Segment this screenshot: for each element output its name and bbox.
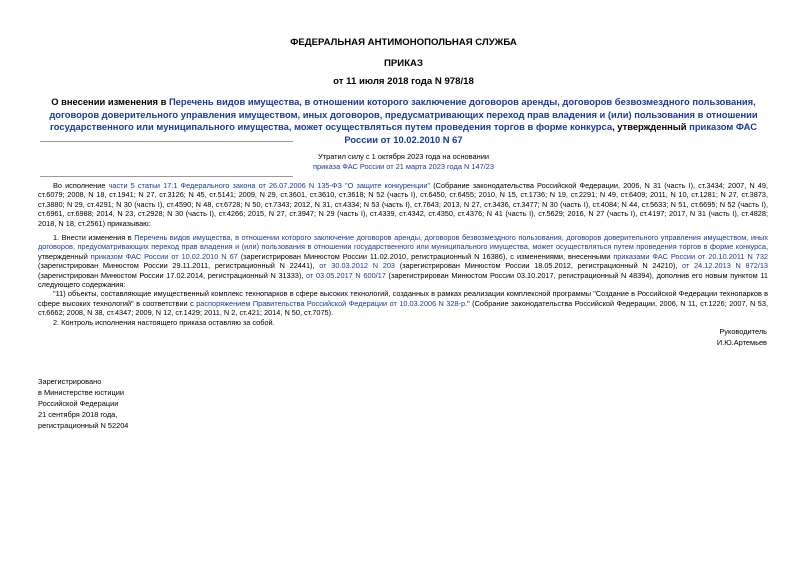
registration-line-1: Зарегистрировано: [38, 377, 102, 386]
document-type: ПРИКАЗ: [384, 58, 423, 69]
p2-text-g: (зарегистрирован Минюстом России 03.10.2017, регистрационный N 48394), дополнив его новым пунктом 11 следующего содержания:: [38, 270, 768, 290]
order-date-number: от 11 июля 2018 года N 978/18: [333, 76, 474, 87]
p2-order-872-link[interactable]: от 24.12.2013 N 872/13: [682, 261, 769, 271]
title-list-link[interactable]: Перечень видов имущества, в отношении которого заключение договоров аренды, договоров безвозмездного пользования, договоров доверительного управления имуществом, иных договоров, предусматривающих переход прав владения и (или) пользования в отношении государственного или муниципального имущества, может осуществляться путем проведения торгов в форме конкурса: [49, 96, 758, 133]
status-note-text: Утратил силу с 1 октября 2023 года на основании: [318, 152, 489, 161]
p2-list-link[interactable]: Перечень видов имущества, в отношении которого заключение договоров аренды, договоров безвозмездного пользования, договоров доверительного управления имуществом, иных договоров, предусматривающих переход прав владения и (или) пользования в отношении государственного или муниципального имущества, может осуществляться путем проведения торгов в форме конкурса: [38, 233, 768, 252]
separator-top: [40, 141, 293, 142]
p2-text-e: (зарегистрирован Минюстом России 18.05.2012, регистрационный N 24210),: [395, 261, 683, 271]
p2-text-a: 1. Внести изменения в: [53, 233, 135, 243]
p2-order-203-link[interactable]: от 30.03.2012 N 203: [319, 261, 395, 271]
title-order-link[interactable]: приказом ФАС России от 10.02.2010 N 67: [344, 121, 757, 145]
p2-text-b: , утвержденный: [38, 242, 768, 261]
registration-line-5: регистрационный N 52204: [38, 421, 129, 430]
paragraph-item-1: [38, 233, 768, 289]
title-middle: , утвержденный: [612, 121, 690, 133]
p2-order-600-link[interactable]: от 03.05.2017 N 600/17: [306, 270, 386, 280]
registration-block: [38, 376, 128, 431]
p1-text-a: Во исполнение: [53, 181, 109, 190]
agency-heading: ФЕДЕРАЛЬНАЯ АНТИМОНОПОЛЬНАЯ СЛУЖБА: [290, 37, 517, 48]
status-note-link-wrap: [0, 162, 807, 172]
p2-text-c: (зарегистрирован Минюстом России 11.02.2010, регистрационный N 16386), с изменениями, внесенными: [237, 251, 614, 261]
status-note-link[interactable]: приказа ФАС России от 21 марта 2023 года N 147/23: [313, 162, 494, 171]
separator-bottom: [40, 176, 293, 177]
paragraph-preamble: [38, 181, 768, 228]
p1-law-link[interactable]: части 5 статьи 17.1 Федерального закона от 26.07.2006 N 135-ФЗ: [108, 181, 342, 190]
document-body: [38, 181, 768, 327]
title-prefix: О внесении изменения в: [51, 96, 169, 107]
p3-text-a: "11) объекты, составляющие имущественный комплекс технопарков в сфере высоких технологий, созданных в рамках реализации комплексной программы "Создание в Российской Федерации технопарков в сфере высоких технологий" в соответствии с: [38, 289, 768, 308]
p3-text-b: ." (Собрание законодательства Российской Федерации, 2006, N 11, ст.1226; 2007, N 53, ст.6662; 2008, N 38, ст.4347; 2009, N 12, ст.1429; 2011, N 2, ст.421; 2014, N 50, ст.7075).: [38, 298, 768, 318]
signatory-name: И.Ю.Артемьев: [716, 338, 767, 347]
registration-line-4: 21 сентября 2018 года,: [38, 410, 118, 419]
p1-law-title-link[interactable]: "О защите конкуренции": [341, 181, 431, 190]
document-title: [40, 96, 767, 146]
p2-order-732-link[interactable]: приказами ФАС России от 20.10.2011 N 732: [613, 251, 769, 261]
registration-line-2: в Министерстве юстиции: [38, 388, 125, 397]
p3-government-order-link[interactable]: распоряжением Правительства Российской Федерации от 10.03.2006 N 328-р: [196, 298, 466, 308]
paragraph-item-2: 2. Контроль исполнения настоящего приказа оставляю за собой.: [53, 317, 275, 327]
registration-line-3: Российской Федерации: [38, 399, 119, 408]
p2-text-d: (зарегистрирован Минюстом России 29.11.2011, регистрационный N 22441),: [38, 261, 320, 271]
p1-text-c: (Собрание законодательства Российской Федерации, 2006, N 31 (часть I), ст.3434; 2007, N 49, ст.6079; 2008, N 18, ст.1941; N 27, ст.3126; N 45, ст.5141; 2009, N 29, ст.3601, ст.3610, ст.3618; N 52 (часть I), ст.6450, ст.6455; 2010, N 15, ст.1736; N 19, ст.2291; N 49, ст.6409; 2011, N 10, ст.1281; N 27, ст.3873, ст.3880; N 29, ст.4291; N 30 (часть I), ст.4590; N 48, ст.6728; N 50, ст.7343; 2012, N 31, ст.4334; N 53 (часть I), ст.7643; 2013, N 27, ст.3436, ст.3477; N 30 (часть I), ст.4084; N 44, ст.5633; N 51, ст.6695; N 52 (часть I), ст.6961, ст.6988; 2014, N 23, ст.2928; N 30 (часть I), ст.4266; 2015, N 27, ст.3947; N 29 (часть I), ст.4339, ст.4342, ст.4350, ст.4376; N 41 (часть I), ст.5629; 2016, N 27 (часть I), ст.4197; 2017, N 31 (часть I), ст.4828; 2018, N 18, ст.2561) приказываю:: [38, 181, 768, 228]
p2-order-67-link[interactable]: приказом ФАС России от 10.02.2010 N 67: [90, 251, 238, 261]
paragraph-new-item-11: [38, 289, 768, 317]
signatory-position: Руководитель: [719, 327, 767, 336]
signature-block: [717, 326, 767, 348]
p2-text-f: (зарегистрирован Минюстом России 17.02.2014, регистрационный N 31333),: [38, 270, 307, 280]
